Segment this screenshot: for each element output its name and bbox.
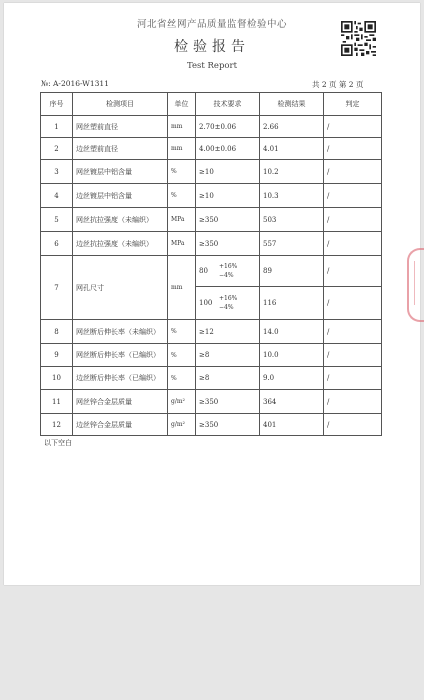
blank-below-note: 以下空白	[44, 439, 72, 447]
row-result: 14.0	[260, 320, 324, 344]
row-requirement: ≥350	[196, 232, 260, 256]
table-row	[41, 256, 382, 287]
row-result: 10.3	[260, 184, 324, 208]
table-header-row	[41, 93, 382, 116]
row-result: 557	[260, 232, 324, 256]
row-unit: %	[168, 184, 196, 208]
table-row	[41, 414, 382, 436]
page-info: 共 2 页 第 2 页	[312, 80, 364, 89]
mesh-tolerance-minus: −4%	[219, 304, 234, 311]
row-verdict: /	[324, 367, 382, 390]
row-requirement	[196, 287, 260, 320]
row-item: 边丝断后伸长率（已编织）	[73, 367, 168, 390]
row-unit: g/m²	[168, 414, 196, 436]
row-result: 116	[260, 287, 324, 320]
row-result: 10.2	[260, 160, 324, 184]
row-no: 3	[41, 160, 73, 184]
report-number: №: A-2016-W1311	[41, 79, 109, 88]
table-row	[41, 160, 382, 184]
row-requirement: ≥350	[196, 414, 260, 436]
row-no: 8	[41, 320, 73, 344]
table-row	[41, 344, 382, 367]
row-unit: mm	[168, 116, 196, 138]
row-item: 网丝断后伸长率（未编织）	[73, 320, 168, 344]
row-no: 10	[41, 367, 73, 390]
col-header-unit: 单位	[168, 93, 196, 116]
row-requirement: 2.70±0.06	[196, 116, 260, 138]
table-row	[41, 184, 382, 208]
col-header-verdict: 判定	[324, 93, 382, 116]
report-title: 检验报告	[174, 39, 250, 55]
row-no: 1	[41, 116, 73, 138]
row-requirement: ≥8	[196, 367, 260, 390]
table-row	[41, 116, 382, 138]
row-unit: mm	[168, 256, 196, 320]
row-verdict: /	[324, 160, 382, 184]
row-verdict: /	[324, 344, 382, 367]
row-no: 11	[41, 390, 73, 414]
row-result: 89	[260, 256, 324, 287]
row-result: 9.0	[260, 367, 324, 390]
table-row	[41, 320, 382, 344]
row-requirement: ≥8	[196, 344, 260, 367]
row-requirement: ≥12	[196, 320, 260, 344]
row-item: 边丝镀层中铝含量	[73, 184, 168, 208]
report-page	[4, 3, 420, 585]
row-requirement: ≥350	[196, 390, 260, 414]
row-requirement	[196, 256, 260, 287]
row-item: 网孔尺寸	[73, 256, 168, 320]
table-row	[41, 208, 382, 232]
row-item: 边丝塑前直径	[73, 138, 168, 160]
row-no: 2	[41, 138, 73, 160]
col-header-requirement: 技术要求	[196, 93, 260, 116]
row-unit: %	[168, 160, 196, 184]
row-unit: MPa	[168, 232, 196, 256]
row-item: 网丝断后伸长率（已编织）	[73, 344, 168, 367]
row-requirement: ≥10	[196, 184, 260, 208]
row-verdict: /	[324, 256, 382, 287]
report-subtitle: Test Report	[187, 61, 237, 71]
col-header-no: 序号	[41, 93, 73, 116]
row-verdict: /	[324, 138, 382, 160]
row-item: 网丝抗拉强度（未编织）	[73, 208, 168, 232]
row-verdict: /	[324, 414, 382, 436]
row-unit: g/m²	[168, 390, 196, 414]
mesh-base-value: 80	[199, 267, 208, 275]
row-result: 364	[260, 390, 324, 414]
row-no: 9	[41, 344, 73, 367]
row-verdict: /	[324, 208, 382, 232]
row-no: 7	[41, 256, 73, 320]
row-no: 4	[41, 184, 73, 208]
row-unit: %	[168, 344, 196, 367]
row-unit: MPa	[168, 208, 196, 232]
row-verdict: /	[324, 390, 382, 414]
row-result: 503	[260, 208, 324, 232]
row-verdict: /	[324, 320, 382, 344]
row-result: 401	[260, 414, 324, 436]
row-no: 6	[41, 232, 73, 256]
mesh-tolerance-plus: +16%	[219, 263, 238, 270]
row-verdict: /	[324, 116, 382, 138]
table-row	[41, 390, 382, 414]
table-row	[41, 138, 382, 160]
row-result: 4.01	[260, 138, 324, 160]
row-requirement: 4.00±0.06	[196, 138, 260, 160]
test-results-table	[40, 92, 382, 436]
row-result: 10.0	[260, 344, 324, 367]
row-item: 边丝抗拉强度（未编织）	[73, 232, 168, 256]
mesh-base-value: 100	[199, 299, 213, 307]
col-header-result: 检测结果	[260, 93, 324, 116]
row-verdict: /	[324, 232, 382, 256]
mesh-tolerance-plus: +16%	[219, 295, 238, 302]
row-item: 网丝锌合金层质量	[73, 390, 168, 414]
row-no: 5	[41, 208, 73, 232]
row-verdict: /	[324, 287, 382, 320]
table-row	[41, 232, 382, 256]
seal-stamp-inner	[414, 261, 424, 305]
row-verdict: /	[324, 184, 382, 208]
row-no: 12	[41, 414, 73, 436]
mesh-tolerance-minus: −4%	[219, 272, 234, 279]
row-requirement: ≥350	[196, 208, 260, 232]
table-row	[41, 367, 382, 390]
col-header-item: 检测项目	[73, 93, 168, 116]
row-requirement: ≥10	[196, 160, 260, 184]
row-item: 网丝镀层中铝含量	[73, 160, 168, 184]
row-item: 网丝塑前直径	[73, 116, 168, 138]
row-unit: %	[168, 320, 196, 344]
row-unit: mm	[168, 138, 196, 160]
organization-name: 河北省丝网产品质量监督检验中心	[136, 19, 287, 30]
row-unit: %	[168, 367, 196, 390]
row-item: 边丝锌合金层质量	[73, 414, 168, 436]
row-result: 2.66	[260, 116, 324, 138]
qr-code-icon	[341, 21, 376, 56]
